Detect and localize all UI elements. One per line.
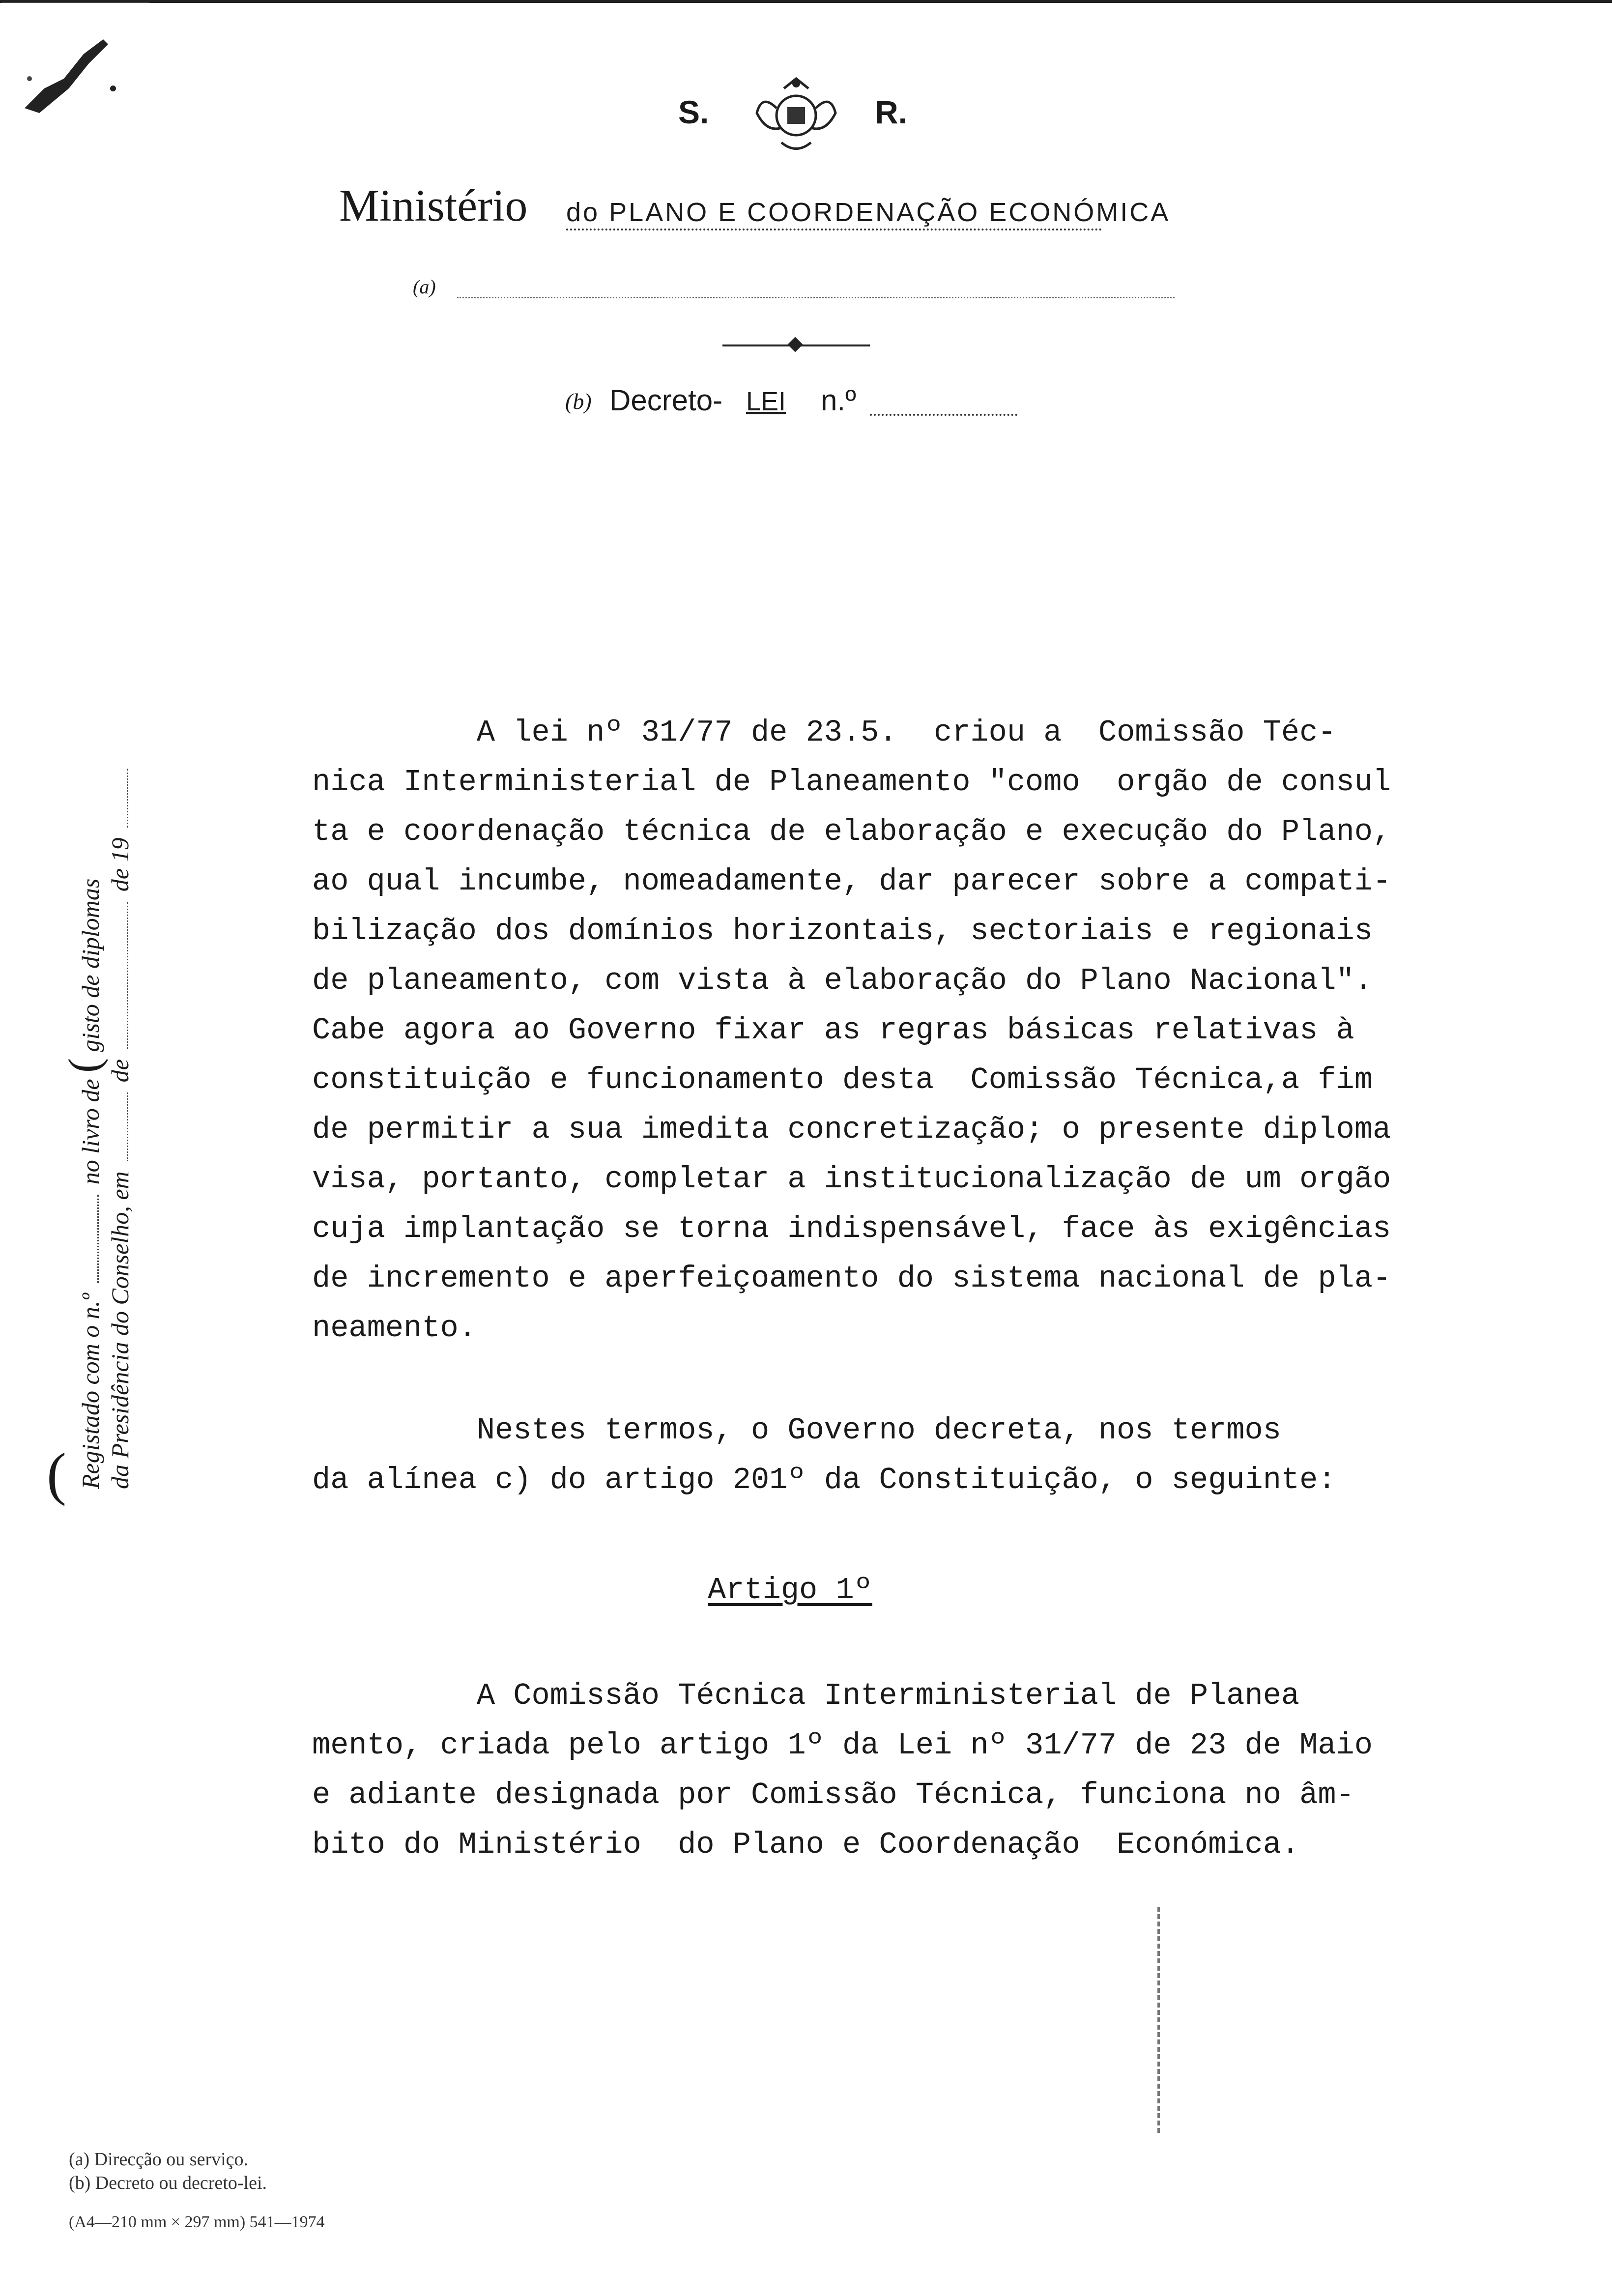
ministry-dotted-line (566, 229, 1102, 230)
article-1-paragraph: A Comissão Técnica Interministerial de Planea mento, criada pelo artigo 1º da Lei nº 31/77 de 23 de Maio e adiante designada por Comissão Técnica, funciona no âm- bito do Ministério do Plano e Coordenação Económica. (312, 1678, 1373, 1862)
decree-line (565, 383, 1057, 423)
margin-presidencia-text: da Presidência do Conselho, em (106, 1171, 134, 1489)
form-code: (A4—210 mm × 297 mm) 541—1974 (69, 2213, 325, 2231)
margin-de-text: de (106, 1059, 134, 1083)
decree-word: Decreto- (609, 384, 723, 417)
letter-r: R. (875, 94, 907, 130)
top-left-mark (2, 2, 149, 3)
margin-presidencia-line (106, 765, 134, 1489)
ministry-line (339, 179, 1273, 238)
decree-type: LEI (746, 387, 786, 416)
service-label: (a) (413, 276, 436, 298)
margin-registo-text: Registado com o n.º (77, 1293, 104, 1489)
decree-intro-paragraph: Nestes termos, o Governo decreta, nos termos da alínea c) do artigo 201º da Constituição, o seguinte: (312, 1413, 1336, 1497)
margin-bracket: ( (47, 1441, 66, 1506)
margin-diplomas-text: gisto de diplomas (77, 878, 104, 1052)
coat-of-arms-icon (747, 74, 845, 157)
footnote-b: (b) Decreto ou decreto-lei. (69, 2173, 267, 2193)
top-border-line (0, 0, 1612, 3)
ink-smudge-mark (10, 20, 123, 128)
ministry-name: do PLANO E COORDENAÇÃO ECONÓMICA (566, 198, 1171, 227)
preamble-paragraph: A lei nº 31/77 de 23.5. criou a Comissão Téc- nica Interministerial de Planeamento "como orgão de consul ta e coordenação técnica de elaboração e execução do Plano, ao qual incumbe, nomeadamente, dar parecer sobre a compati- bilização dos domínios horizontais, sectoriais e regionais de planeamento, com vista à elaboração do Plano Nacional". Cabe agora ao Governo fixar as regras básicas relativas à constituição e funcionamento desta Comissão Técnica,a fim de permitir a sua imedita concretização; o presente diploma visa, portanto, completar a institucionalização de um orgão cuja implantação se torna indispensável, face às exigências de incremento e aperfeiçoamento do sistema nacional de pla- neamento. (312, 715, 1391, 1346)
footnote-a: (a) Direcção ou serviço. (69, 2149, 249, 2170)
margin-year-text: de 19 (106, 837, 134, 892)
margin-registo-line: Registado com o n.º no livro de ( gisto de diplomas (60, 878, 109, 1489)
sr-header (678, 74, 934, 162)
decree-number-label: n.º (821, 384, 856, 417)
margin-scratch-mark (1157, 1907, 1164, 2133)
ministry-word: Ministério (339, 180, 528, 230)
decree-label: (b) (565, 389, 592, 414)
diamond-divider (722, 338, 870, 353)
letter-s: S. (678, 94, 709, 130)
service-line (413, 275, 1199, 305)
article-1-title: Artigo 1º (708, 1573, 872, 1607)
margin-livro-text: no livro de (77, 1079, 104, 1185)
decree-number-dotted-line (870, 414, 1017, 416)
service-dotted-line (457, 297, 1175, 298)
footer-notes (69, 2148, 511, 2256)
